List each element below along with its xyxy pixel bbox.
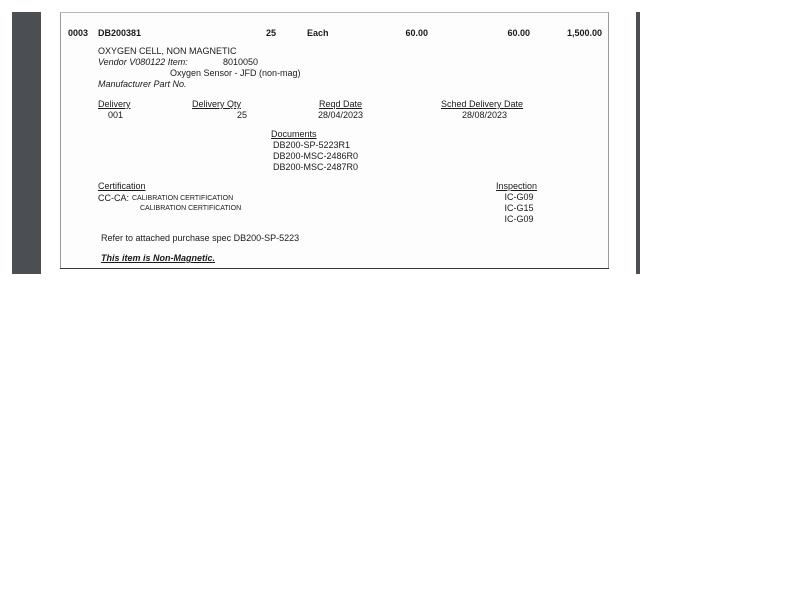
- delivery-header: Delivery: [98, 99, 131, 109]
- inspection-header: Inspection: [496, 181, 538, 191]
- vendor-item-description: Oxygen Sensor - JFD (non-mag): [170, 68, 301, 78]
- reqd-date-header: Reqd Date: [319, 99, 363, 109]
- reqd-date: 28/04/2023: [318, 110, 364, 120]
- delivery-qty-header: Delivery Qty: [192, 99, 242, 109]
- vendor-item-label: Vendor V080122 Item:: [98, 57, 188, 67]
- document-ref: DB200-MSC-2486R0: [273, 151, 359, 161]
- delivery-number: 001: [108, 110, 124, 120]
- inspection-code: IC-G09: [504, 192, 534, 202]
- sched-delivery-date: 28/08/2023: [462, 110, 508, 120]
- inspection-code: IC-G15: [504, 203, 534, 213]
- documents-header: Documents: [271, 129, 317, 139]
- right-window-frame: [636, 12, 640, 274]
- non-magnetic-note: This item is Non-Magnetic.: [101, 253, 216, 263]
- sched-delivery-date-header: Sched Delivery Date: [441, 99, 524, 109]
- bottom-divider: [60, 268, 609, 269]
- certification-item: CALIBRATION CERTIFICATION: [132, 195, 234, 202]
- unit-price: 60.00: [405, 28, 428, 38]
- inspection-code: IC-G09: [504, 214, 534, 224]
- line-number: 0003: [68, 28, 89, 38]
- line-quantity: 25: [266, 28, 277, 38]
- left-window-frame: [12, 12, 41, 274]
- vendor-item-number: 8010050: [223, 57, 259, 67]
- unit-of-measure: Each: [307, 28, 329, 38]
- refer-note: Refer to attached purchase spec DB200-SP-5223: [101, 233, 300, 243]
- certification-item: CALIBRATION CERTIFICATION: [140, 205, 242, 212]
- item-code: DB200381: [98, 28, 142, 38]
- item-description: OXYGEN CELL, NON MAGNETIC: [98, 46, 237, 56]
- document-ref: DB200-SP-5223R1: [273, 140, 351, 150]
- manufacturer-part-label: Manufacturer Part No.: [98, 79, 187, 89]
- price: 60.00: [507, 28, 530, 38]
- certification-code: CC-CA:: [98, 193, 129, 203]
- delivery-quantity: 25: [236, 110, 247, 120]
- line-total: 1,500.00: [566, 28, 602, 38]
- certification-header: Certification: [98, 181, 146, 191]
- document-ref: DB200-MSC-2487R0: [273, 162, 359, 172]
